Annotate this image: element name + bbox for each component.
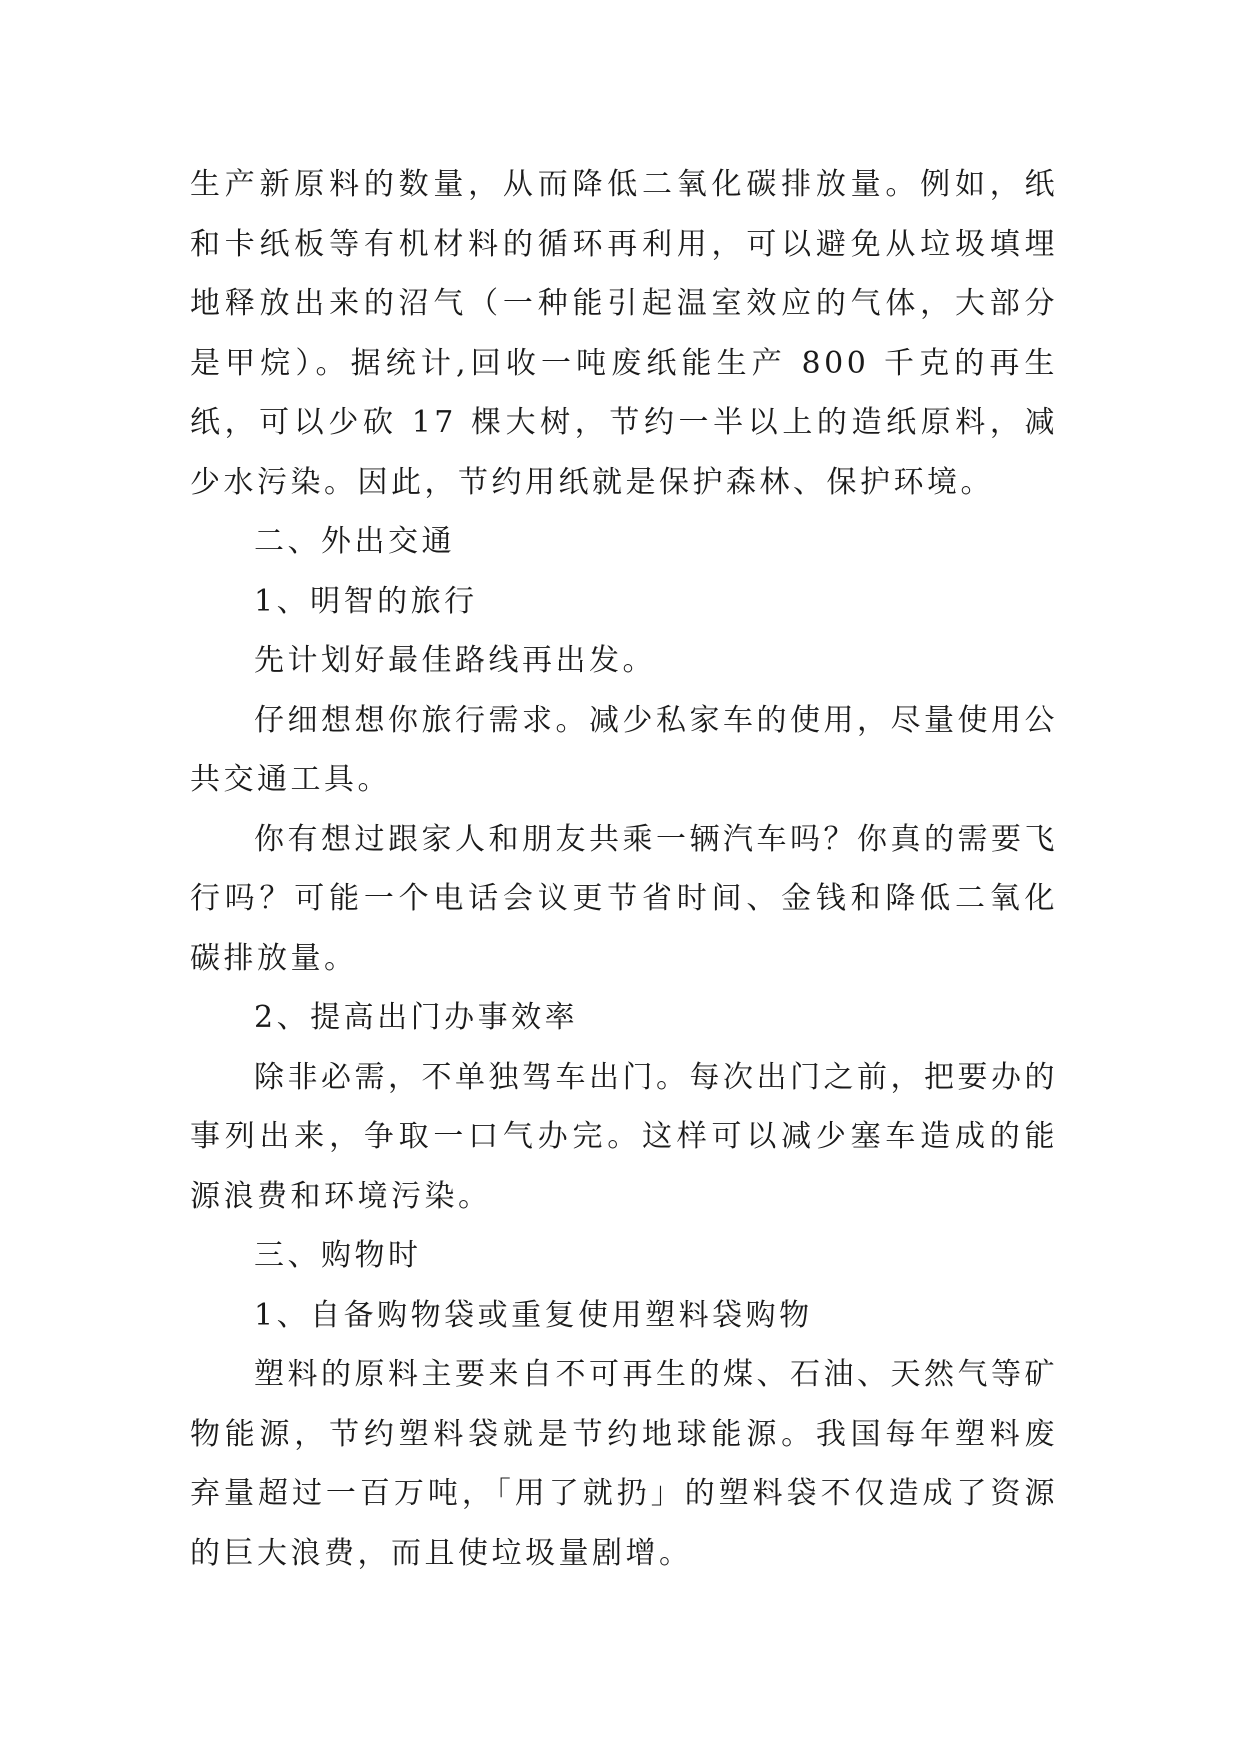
paragraph-errands: 除非必需，不单独驾车出门。每次出门之前，把要办的事列出来，争取一口气办完。这样可以减少塞车造成的能源浪费和环境污染。 — [190, 1059, 1058, 1214]
paragraph-carpool: 你有想过跟家人和朋友共乘一辆汽车吗？你真的需要飞行吗？可能一个电话会议更节省时间、金钱和降低二氧化碳排放量。 — [190, 821, 1058, 976]
document-body — [190, 155, 1058, 1583]
subheading-shopping-bags: 1、自备购物袋或重复使用塑料袋购物 — [254, 1297, 813, 1333]
heading-shopping: 三、购物时 — [254, 1238, 422, 1273]
paragraph-plan-route: 先计划好最佳路线再出发。 — [254, 643, 656, 678]
subheading-smart-travel: 1、明智的旅行 — [254, 583, 478, 619]
paragraph-plastic: 塑料的原料主要来自不可再生的煤、石油、天然气等矿物能源，节约塑料袋就是节约地球能源。我国每年塑料废弃量超过一百万吨，「用了就扔」的塑料袋不仅造成了资源的巨大浪费，而且使垃圾量剧增。 — [190, 1357, 1058, 1571]
paragraph-paper-recycling: 生产新原料的数量，从而降低二氧化碳排放量。例如，纸和卡纸板等有机材料的循环再利用，可以避免从垃圾填埋地释放出来的沼气（一种能引起温室效应的气体，大部分是甲烷）。据统计,回收一吨废纸能生产 800 千克的再生纸，可以少砍 17 棵大树，节约一半以上的造纸原料，减少水污染。因此，节约用纸就是保护森林、保护环境。 — [190, 167, 1058, 500]
paragraph-public-transport: 仔细想想你旅行需求。减少私家车的使用，尽量使用公共交通工具。 — [190, 702, 1058, 797]
heading-travel: 二、外出交通 — [254, 524, 455, 559]
subheading-efficiency: 2、提高出门办事效率 — [254, 1000, 579, 1035]
